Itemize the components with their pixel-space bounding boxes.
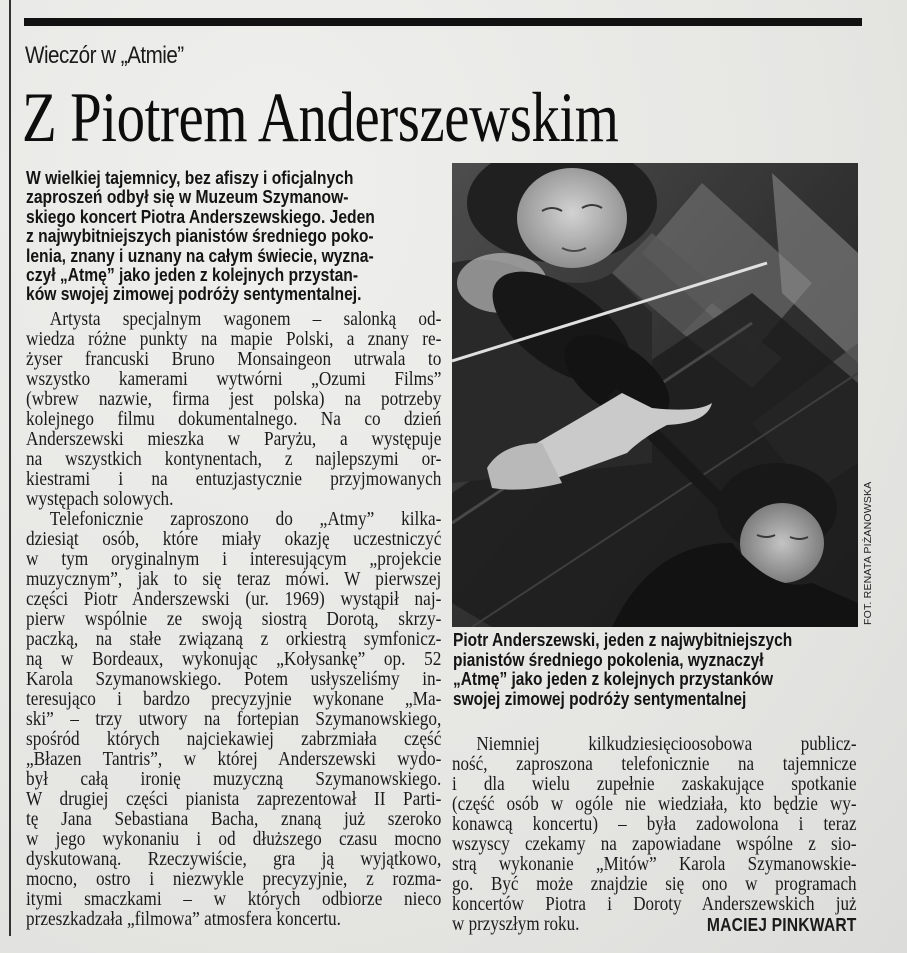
body-line: ność, zaproszona telefonicznie na tajemnicze <box>452 754 857 775</box>
headline: Z Piotrem Anderszewskim <box>22 79 619 157</box>
caption-line: „Atmę” jako jeden z kolejnych przystanków <box>453 669 774 690</box>
body-line: konawcą koncertu) – była zadowolona i teraz <box>452 814 857 835</box>
lead-line: z najwybitniejszych pianistów średniego poko- <box>26 226 374 247</box>
body-line: dyskutowaną. Rzeczywiście, gra ją wyjątkowo, <box>26 849 442 870</box>
photo-credit: FOT. RENATA PIŻANOWSKA <box>862 481 874 625</box>
body-line: Niemniej kilkudziesięcioosobowa publicz- <box>476 734 857 755</box>
body-line: koncertów Piotra i Doroty Anderszewskich już <box>452 894 857 915</box>
column-rule <box>9 0 11 936</box>
caption-line: swojej zimowej podróży sentymentalnej <box>453 688 747 709</box>
body-line: ną w Bordeaux, wykonując „Kołysankę” op. 52 <box>26 649 442 670</box>
lead-line: W wielkiej tajemnicy, bez afiszy i oficjalnych <box>26 168 354 188</box>
body-line: w przyszłym roku. <box>452 914 580 935</box>
body-line: paczką, na stałe związaną z orkiestrą symfonicz- <box>26 629 442 650</box>
body-line: tę Jana Sebastiana Bacha, znaną już szeroko <box>26 809 442 830</box>
body-line: teresująco i bardzo precyzyjnie wykonane „Ma- <box>26 689 442 710</box>
body-line: w jego wykonaniu i od dłuższego czasu mocno <box>26 829 442 850</box>
kicker: Wieczór w „Atmie” <box>25 42 184 69</box>
body-line: (wbrew nazwie, firma jest polska) na potrzeby <box>26 389 442 410</box>
body-line: muzycznym”, jak to się teraz mówi. W pierwszej <box>26 569 442 590</box>
body-line: wszystko kamerami wytwórni „Ozumi Films” <box>26 369 442 390</box>
body-line: strą wykonanie „Mitów” Karola Szymanowskie- <box>452 854 857 875</box>
lead-line: skiego koncert Piotra Anderszewskiego. Jeden <box>26 206 375 227</box>
body-line: Telefonicznie zaproszono do „Atmy” kilka- <box>49 509 442 530</box>
author-byline: MACIEJ PINKWART <box>706 915 857 935</box>
body-line: ski” – trzy utwory na fortepian Szymanowskiego, <box>26 709 442 730</box>
photo-caption <box>453 631 857 709</box>
signature-row <box>452 915 857 935</box>
body-line: żyser francuski Bruno Monsaingeon utrwala to <box>26 349 442 370</box>
lead-line: lenia, znany i uznany na całym świecie, wyzna- <box>26 245 374 266</box>
body-line: go. Być może znajdzie się ono w programach <box>452 874 857 895</box>
body-line: Artysta specjalnym wagonem – salonką od- <box>49 309 442 330</box>
body-line: był całą ironię muzyczną Szymanowskiego. <box>26 769 442 790</box>
body-column-left <box>26 310 441 930</box>
body-line: wszyscy czekamy na zapowiadane wspólne z sio- <box>452 834 857 855</box>
section-bar <box>24 18 862 26</box>
body-line: wiedza różne punkty na mapie Polski, a znany re- <box>26 329 442 350</box>
lead-paragraph <box>26 169 439 305</box>
article-photo <box>452 163 858 627</box>
body-line: W drugiej części pianista zaprezentował II Parti- <box>26 789 442 810</box>
lead-line: czył „Atmę” jako jeden z kolejnych przystan- <box>26 265 359 286</box>
body-line: i dla wielu zupełnie zaskakujące spotkanie <box>452 774 857 795</box>
body-line: na wszystkich kontynentach, z najlepszymi or- <box>26 449 442 470</box>
body-line: Anderszewski mieszka w Paryżu, a występuje <box>26 429 442 450</box>
caption-line: Piotr Anderszewski, jeden z najwybitniejszych <box>453 630 793 650</box>
body-line: Karola Szymanowskiego. Potem usłyszeliśmy in- <box>26 669 442 690</box>
body-line: mocno, ostro i niezwykle precyzyjnie, z rozma- <box>26 869 442 890</box>
caption-line: pianistów średniego pokolenia, wyznaczył <box>453 649 764 670</box>
body-line: (część osób w ogóle nie wiedziała, kto będzie wy- <box>452 794 857 815</box>
body-line: występach solowych. <box>26 489 174 510</box>
body-line: „Błazen Tantris”, w której Anderszewski wydo- <box>26 749 442 770</box>
body-line: kolejnego filmu dokumentalnego. Na co dzień <box>26 409 442 430</box>
lead-line: ków swojej zimowej podróży sentymentalnej. <box>26 284 362 305</box>
body-line: pierw wspólnie ze swoją siostrą Dorotą, skrzy- <box>26 609 442 630</box>
body-column-right <box>452 735 857 935</box>
body-line: spośród których najciekawiej zabrzmiała część <box>26 729 442 750</box>
body-line: dziesiąt osób, które miały okazję uczestniczyć <box>26 529 442 550</box>
photo-violinist-and-pianist-icon <box>452 163 858 627</box>
lead-line: zaproszeń odbył się w Muzeum Szymanow- <box>26 187 349 208</box>
body-line: kiestrami i na entuzjastycznie przyjmowanych <box>26 469 442 490</box>
body-line: części Piotr Anderszewski (ur. 1969) wystąpił naj- <box>26 589 442 610</box>
body-line: przeszkadzała „filmowa” atmosfera koncertu. <box>26 909 341 930</box>
body-line: w tym oryginalnym i interesującym „projekcie <box>26 549 442 570</box>
body-line: itymi smaczkami – w których odbiorze nieco <box>26 889 442 910</box>
